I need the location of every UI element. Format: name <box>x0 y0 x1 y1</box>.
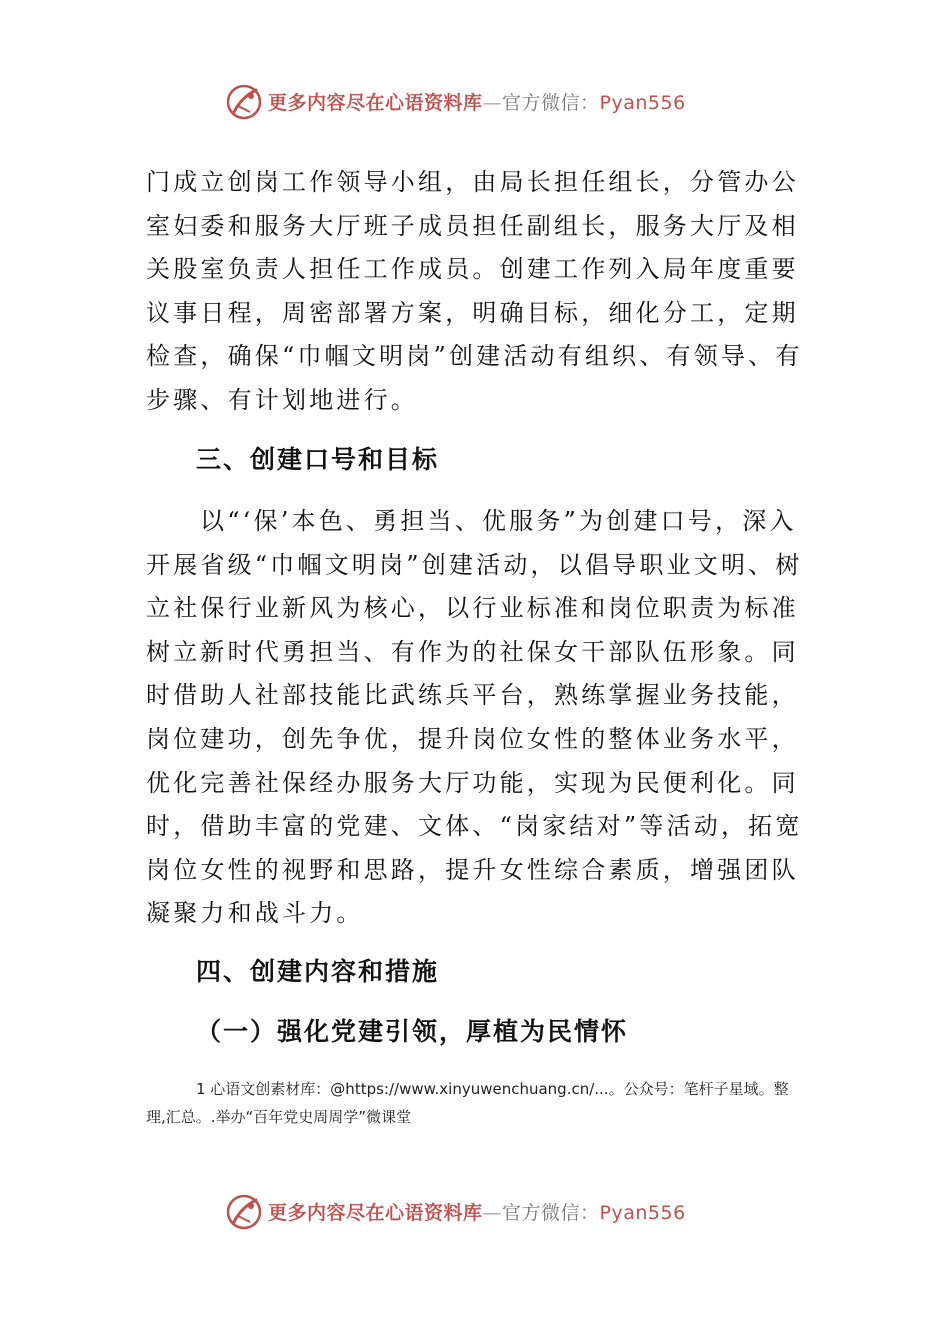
section-heading-3: 三、创建口号和目标 <box>196 445 440 474</box>
watermark-official-label: 官方微信： <box>502 92 600 114</box>
watermark-dash: — <box>482 1202 503 1224</box>
watermark-dash: — <box>482 92 503 114</box>
brand-logo-icon <box>224 1192 264 1232</box>
footer-watermark <box>224 1192 744 1232</box>
watermark-wechat-id: Pyan556 <box>599 92 686 114</box>
watermark-brand: 更多内容尽在心语资料库 <box>268 92 483 114</box>
section-heading-4: 四、创建内容和措施 <box>196 957 440 986</box>
watermark-brand: 更多内容尽在心语资料库 <box>268 1202 483 1224</box>
body-paragraph-2: 以“‘保’本色、勇担当、优服务”为创建口号，深入开展省级“巾帼文明岗”创建活动，以倡导职业文明、树立社保行业新风为核心，以行业标准和岗位职责为标准树立新时代勇担当、有作为的社保女干部队伍形象。同时借助人社部技能比武练兵平台，熟练掌握业务技能，岗位建功，创先争优，提升岗位女性的整体业务水平，优化完善社保经办服务大厅功能，实现为民便利化。同时，借助丰富的党建、文体、“岗家结对”等活动，拓宽岗位女性的视野和思路，提升女性综合素质，增强团队凝聚力和战斗力。 <box>146 507 803 928</box>
body-paragraph-1: 门成立创岗工作领导小组，由局长担任组长，分管办公室妇委和服务大厅班子成员担任副组长，服务大厅及相关股室负责人担任工作成员。创建工作列入局年度重要议事日程，周密部署方案，明确目标，细化分工，定期检查，确保“巾帼文明岗”创建活动有组织、有领导、有步骤、有计划地进行。 <box>146 168 803 414</box>
subsection-heading-4-1: （一）强化党建引领，厚植为民情怀 <box>196 1017 629 1046</box>
brand-logo-icon <box>224 82 264 122</box>
watermark-wechat-id: Pyan556 <box>599 1202 686 1224</box>
watermark-official-label: 官方微信： <box>502 1202 600 1224</box>
footnote: 1 心语文创素材库：@https://www.xinyuwenchuang.cn/...。公众号：笔杆子星域。整理,汇总。.举办“百年党史周周学”微课堂 <box>146 1080 789 1126</box>
header-watermark <box>224 82 744 122</box>
